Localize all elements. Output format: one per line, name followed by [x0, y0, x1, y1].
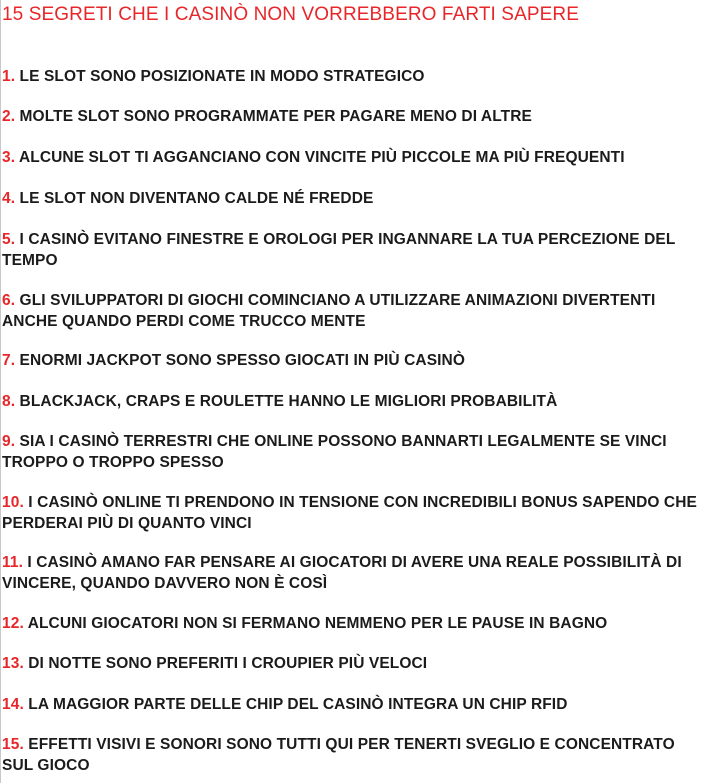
item-text: GLI SVILUPPATORI DI GIOCHI COMINCIANO A UTILIZZARE ANIMAZIONI DIVERTENTI ANCHE QUANDO PERDI COME TRUCCO MENTE — [2, 292, 656, 330]
item-number: 9. — [2, 433, 16, 450]
list-item — [2, 695, 702, 716]
page-title: 15 SEGRETI CHE I CASINÒ NON VORREBBERO FARTI SAPERE — [2, 4, 579, 25]
item-number: 10. — [2, 494, 24, 511]
item-text: DI NOTTE SONO PREFERITI I CROUPIER PIÙ VELOCI — [23, 655, 428, 672]
item-text: ALCUNI GIOCATORI NON SI FERMANO NEMMENO PER LE PAUSE IN BAGNO — [23, 615, 608, 632]
item-number: 14. — [2, 696, 24, 713]
item-number: 6. — [2, 292, 16, 309]
list-item — [2, 493, 702, 534]
list-item — [2, 291, 702, 332]
item-number: 5. — [2, 231, 16, 248]
list-item — [2, 189, 702, 210]
list-item — [2, 107, 702, 128]
item-text: BLACKJACK, CRAPS E ROULETTE HANNO LE MIGLIORI PROBABILITÀ — [15, 393, 558, 410]
item-number: 2. — [2, 108, 16, 125]
item-text: LE SLOT SONO POSIZIONATE IN MODO STRATEGICO — [15, 68, 425, 85]
item-text: SIA I CASINÒ TERRESTRI CHE ONLINE POSSONO BANNARTI LEGALMENTE SE VINCI TROPPO O TROPPO SPESSO — [2, 433, 667, 471]
list-item — [2, 230, 702, 271]
item-number: 11. — [2, 554, 23, 571]
item-text: LE SLOT NON DIVENTANO CALDE NÉ FREDDE — [15, 190, 374, 207]
page-left-rule — [0, 0, 1, 783]
item-text: ALCUNE SLOT TI AGGANCIANO CON VINCITE PIÙ PICCOLE MA PIÙ FREQUENTI — [15, 149, 625, 166]
list-item — [2, 67, 702, 88]
item-text: EFFETTI VISIVI E SONORI SONO TUTTI QUI PER TENERTI SVEGLIO E CONCENTRATO SUL GIOCO — [2, 736, 675, 774]
item-number: 8. — [2, 393, 16, 410]
item-text: I CASINÒ EVITANO FINESTRE E OROLOGI PER INGANNARE LA TUA PERCEZIONE DEL TEMPO — [2, 231, 676, 269]
list-item — [2, 735, 702, 776]
item-text: I CASINÒ AMANO FAR PENSARE AI GIOCATORI DI AVERE UNA REALE POSSIBILITÀ DI VINCERE, QUANDO DAVVERO NON È COSÌ — [2, 554, 682, 592]
item-text: I CASINÒ ONLINE TI PRENDONO IN TENSIONE CON INCREDIBILI BONUS SAPENDO CHE PERDERAI PIÙ DI QUANTO VINCI — [2, 494, 697, 532]
item-number: 7. — [2, 352, 16, 369]
item-number: 15. — [2, 736, 24, 753]
item-text: ENORMI JACKPOT SONO SPESSO GIOCATI IN PIÙ CASINÒ — [15, 352, 465, 369]
list-item — [2, 654, 702, 675]
item-text: LA MAGGIOR PARTE DELLE CHIP DEL CASINÒ INTEGRA UN CHIP RFID — [23, 696, 568, 713]
list-item — [2, 148, 702, 169]
list-item — [2, 553, 702, 594]
item-number: 12. — [2, 615, 24, 632]
list-item — [2, 351, 702, 372]
item-text: MOLTE SLOT SONO PROGRAMMATE PER PAGARE MENO DI ALTRE — [15, 108, 532, 125]
list-item — [2, 432, 702, 473]
item-number: 1. — [2, 68, 16, 85]
list-item — [2, 392, 702, 413]
item-number: 13. — [2, 655, 24, 672]
item-number: 4. — [2, 190, 16, 207]
list-item — [2, 614, 702, 635]
item-number: 3. — [2, 149, 16, 166]
